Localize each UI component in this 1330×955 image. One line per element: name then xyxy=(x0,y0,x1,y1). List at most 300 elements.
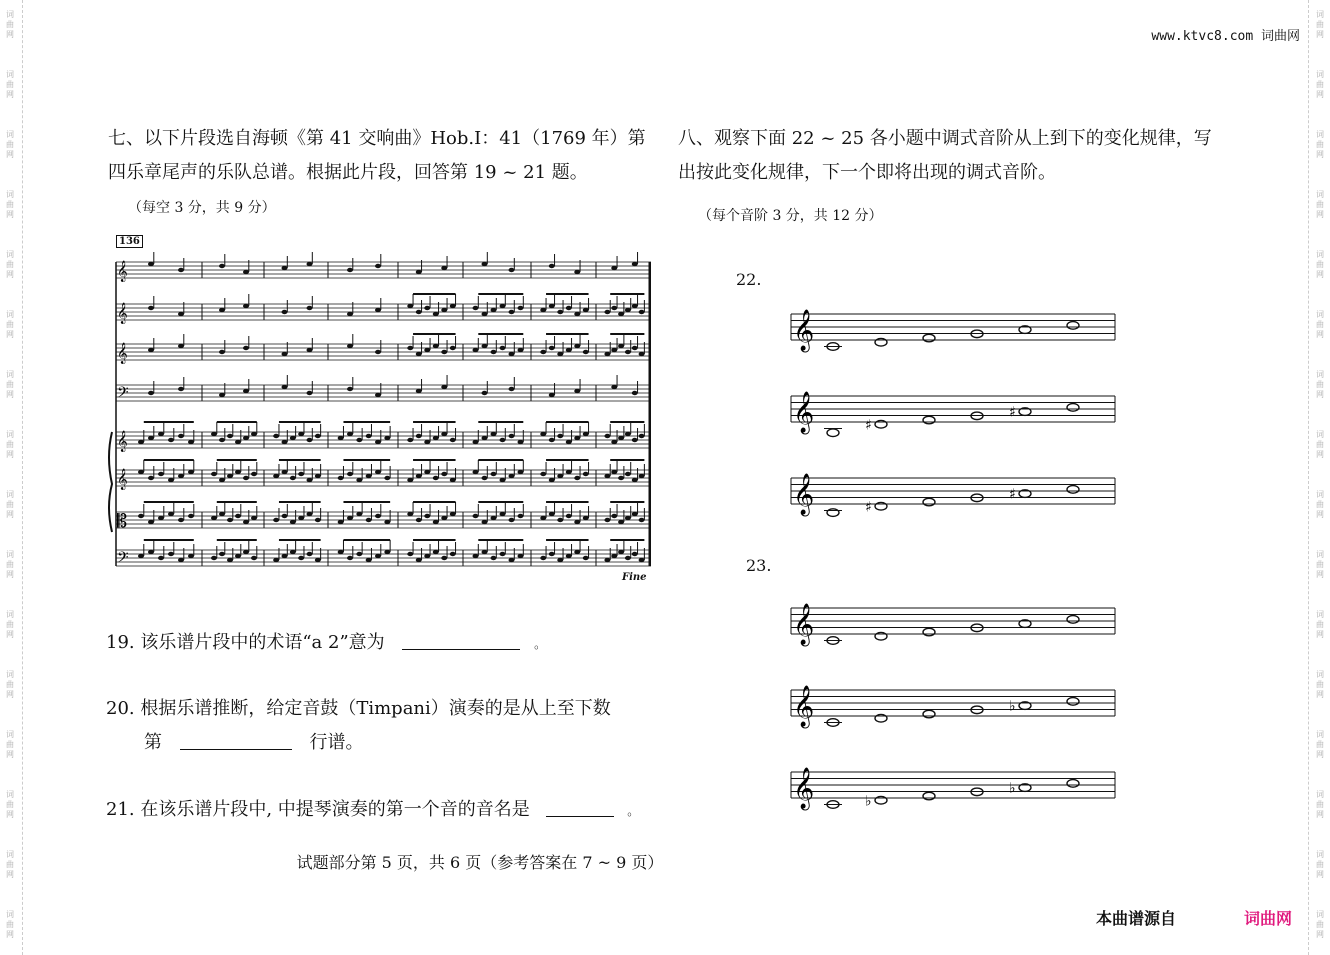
margin-mark: 词 曲 网 xyxy=(1316,250,1324,279)
clef-symbol: 𝄞 xyxy=(117,469,128,490)
note-head xyxy=(375,554,381,558)
note-head xyxy=(243,520,249,524)
note-head xyxy=(574,550,580,554)
note-head xyxy=(518,348,524,352)
note-head xyxy=(235,470,241,474)
note-head xyxy=(632,478,638,482)
note-head xyxy=(557,474,563,478)
question-21 xyxy=(106,793,639,828)
note-head xyxy=(482,312,488,316)
note-head xyxy=(384,436,390,440)
note-head xyxy=(500,304,506,308)
section8-line2: 出按此变化规律，下一个即将出现的调式音阶。 xyxy=(678,162,1056,183)
note-head xyxy=(227,434,233,438)
note-head xyxy=(243,436,249,440)
note-head xyxy=(639,518,645,522)
question-20-blank[interactable] xyxy=(180,731,292,750)
note-head xyxy=(243,476,249,480)
note-head xyxy=(540,350,546,354)
clef-symbol: 𝄢 xyxy=(117,384,129,405)
note-head xyxy=(566,440,572,444)
margin-mark: 词 曲 网 xyxy=(6,790,14,819)
margin-mark: 词 曲 网 xyxy=(1316,550,1324,579)
whole-note xyxy=(923,498,935,506)
note-head xyxy=(158,472,164,476)
note-head xyxy=(338,520,344,524)
note-head xyxy=(518,306,524,310)
margin-mark: 词 曲 网 xyxy=(6,310,14,339)
note-head xyxy=(307,306,313,310)
note-head xyxy=(158,556,164,560)
note-head xyxy=(356,512,362,516)
whole-note xyxy=(827,509,839,517)
note-head xyxy=(583,472,589,476)
measure-number: 136 xyxy=(116,235,143,248)
note-head xyxy=(347,472,353,476)
section7-line2: 四乐章尾声的乐队总谱。根据此片段，回答第 19 ~ 21 题。 xyxy=(108,162,588,183)
question-21-text: 21. 在该乐谱片段中, 中提琴演奏的第一个音的音名是 xyxy=(106,799,530,820)
note-head xyxy=(574,312,580,316)
note-head xyxy=(625,308,631,312)
note-head xyxy=(540,432,546,436)
note-head xyxy=(540,308,546,312)
clef-symbol: 𝄞 xyxy=(117,343,128,364)
question-19-blank[interactable] xyxy=(402,631,520,650)
note-head xyxy=(219,264,225,268)
margin-mark: 词 曲 网 xyxy=(6,610,14,639)
note-head xyxy=(574,436,580,440)
note-head xyxy=(618,550,624,554)
margin-mark: 词 曲 网 xyxy=(6,490,14,519)
whole-note xyxy=(1067,486,1079,494)
note-head xyxy=(356,552,362,556)
note-head xyxy=(211,556,217,560)
note-head xyxy=(549,512,555,516)
note-head xyxy=(441,350,447,354)
note-head xyxy=(583,432,589,436)
note-head xyxy=(433,550,439,554)
note-head xyxy=(557,558,563,562)
question-20-line1: 20. 根据乐谱推断，给定音鼓（Timpani）演奏的是从上至下数 xyxy=(106,698,611,719)
exercise-22-label: 22. xyxy=(736,270,762,289)
margin-mark: 词 曲 网 xyxy=(6,910,14,939)
note-head xyxy=(450,346,456,350)
note-head xyxy=(566,514,572,518)
note-head xyxy=(384,520,390,524)
question-19 xyxy=(106,626,546,661)
note-head xyxy=(298,516,304,520)
note-head xyxy=(450,438,456,442)
margin-mark: 词 曲 网 xyxy=(6,550,14,579)
note-head xyxy=(574,520,580,524)
note-head xyxy=(188,440,194,444)
note-head xyxy=(441,556,447,560)
note-head xyxy=(178,474,184,478)
note-head xyxy=(604,558,610,562)
note-head xyxy=(315,518,321,522)
note-head xyxy=(211,516,217,520)
whole-note xyxy=(1067,616,1079,624)
page-footer: 试题部分第 5 页，共 6 页（参考答案在 7 ~ 9 页） xyxy=(296,853,664,872)
note-head xyxy=(416,518,422,522)
note-head xyxy=(433,436,439,440)
note-head xyxy=(251,432,257,436)
note-head xyxy=(347,268,353,272)
note-head xyxy=(424,440,430,444)
note-head xyxy=(407,346,413,350)
note-head xyxy=(491,350,497,354)
note-head xyxy=(574,389,580,393)
note-head xyxy=(549,264,555,268)
note-head xyxy=(473,514,479,518)
note-head xyxy=(290,476,296,480)
margin-mark: 词 曲 网 xyxy=(1316,670,1324,699)
whole-note xyxy=(923,416,935,424)
note-head xyxy=(148,550,154,554)
note-head xyxy=(518,470,524,474)
note-head xyxy=(611,514,617,518)
note-head xyxy=(315,558,321,562)
clef-symbol: 𝄞 xyxy=(117,431,128,452)
note-head xyxy=(407,552,413,556)
note-head xyxy=(138,440,144,444)
note-head xyxy=(604,474,610,478)
note-head xyxy=(243,270,249,274)
note-head xyxy=(509,268,515,272)
note-head xyxy=(509,352,515,356)
note-head xyxy=(424,348,430,352)
note-head xyxy=(407,512,413,516)
note-head xyxy=(219,308,225,312)
note-head xyxy=(148,348,154,352)
margin-mark: 词 曲 网 xyxy=(1316,490,1324,519)
note-head xyxy=(611,470,617,474)
note-head xyxy=(625,472,631,476)
note-head xyxy=(491,308,497,312)
margin-mark: 词 曲 网 xyxy=(1316,70,1324,99)
note-head xyxy=(384,550,390,554)
note-head xyxy=(338,436,344,440)
note-head xyxy=(227,518,233,522)
note-head xyxy=(282,514,288,518)
note-head xyxy=(424,554,430,558)
note-head xyxy=(625,432,631,436)
note-head xyxy=(611,348,617,352)
accidental: ♭ xyxy=(1009,780,1016,797)
section7-note: （每空 3 分，共 9 分） xyxy=(128,200,276,216)
treble-clef: 𝄞 xyxy=(793,768,815,809)
note-head xyxy=(138,470,144,474)
source-site: 词曲网 xyxy=(1244,909,1293,928)
note-head xyxy=(407,304,413,308)
question-20-pre: 第 xyxy=(144,732,162,753)
note-head xyxy=(416,389,422,393)
note-head xyxy=(574,344,580,348)
note-head xyxy=(433,344,439,348)
clef-symbol: 𝄢 xyxy=(117,549,129,570)
note-head xyxy=(298,472,304,476)
note-head xyxy=(290,436,296,440)
note-head xyxy=(384,476,390,480)
note-head xyxy=(491,472,497,476)
note-head xyxy=(441,266,447,270)
margin-mark: 词 曲 网 xyxy=(1316,10,1324,39)
note-head xyxy=(282,310,288,314)
note-head xyxy=(375,514,381,518)
note-head xyxy=(583,308,589,312)
note-head xyxy=(188,514,194,518)
note-head xyxy=(441,385,447,389)
note-head xyxy=(148,476,154,480)
note-head xyxy=(219,350,225,354)
note-head xyxy=(168,552,174,556)
accidental: ♭ xyxy=(1009,698,1016,715)
note-head xyxy=(500,438,506,442)
note-head xyxy=(604,310,610,314)
note-head xyxy=(168,438,174,442)
note-head xyxy=(416,474,422,478)
note-head xyxy=(347,556,353,560)
question-21-blank[interactable] xyxy=(546,798,614,817)
note-head xyxy=(178,518,184,522)
note-head xyxy=(416,434,422,438)
margin-mark: 词 曲 网 xyxy=(6,10,14,39)
note-head xyxy=(518,514,524,518)
note-head xyxy=(251,556,257,560)
note-head xyxy=(251,516,257,520)
note-head xyxy=(549,393,555,397)
margin-mark: 词 曲 网 xyxy=(1316,730,1324,759)
note-head xyxy=(282,352,288,356)
note-head xyxy=(482,476,488,480)
note-head xyxy=(290,550,296,554)
note-head xyxy=(158,432,164,436)
margin-mark: 词 曲 网 xyxy=(1316,370,1324,399)
note-head xyxy=(433,476,439,480)
note-head xyxy=(219,478,225,482)
note-head xyxy=(433,312,439,316)
note-head xyxy=(375,393,381,397)
note-head xyxy=(618,476,624,480)
accidental: ♯ xyxy=(865,499,872,516)
note-head xyxy=(158,516,164,520)
note-head xyxy=(307,391,313,395)
note-head xyxy=(473,348,479,352)
question-20-post: 行谱。 xyxy=(309,732,364,753)
fine-mark: Fine xyxy=(622,572,647,583)
note-head xyxy=(491,516,497,520)
note-head xyxy=(549,552,555,556)
accidental: ♭ xyxy=(865,793,872,810)
whole-note xyxy=(923,334,935,342)
note-head xyxy=(148,306,154,310)
note-head xyxy=(625,516,631,520)
note-head xyxy=(611,554,617,558)
note-head xyxy=(450,304,456,308)
note-head xyxy=(178,558,184,562)
note-head xyxy=(243,346,249,350)
note-head xyxy=(632,346,638,350)
note-head xyxy=(441,432,447,436)
score-staves xyxy=(106,232,651,587)
note-head xyxy=(618,344,624,348)
margin-mark: 词 曲 网 xyxy=(1316,430,1324,459)
note-head xyxy=(500,552,506,556)
note-head xyxy=(639,558,645,562)
note-head xyxy=(416,270,422,274)
note-head xyxy=(347,344,353,348)
note-head xyxy=(251,472,257,476)
note-head xyxy=(375,470,381,474)
note-head xyxy=(219,512,225,516)
string-brace xyxy=(109,432,112,532)
note-head xyxy=(424,470,430,474)
right-margin-line xyxy=(1308,0,1309,955)
note-head xyxy=(473,470,479,474)
note-head xyxy=(356,478,362,482)
section7-line1: 七、以下片段选自海顿《第 41 交响曲》Hob.Ⅰ：41（1769 年）第 xyxy=(108,128,646,149)
note-head xyxy=(639,352,645,356)
note-head xyxy=(639,434,645,438)
note-head xyxy=(450,478,456,482)
note-head xyxy=(148,391,154,395)
note-head xyxy=(138,514,144,518)
note-head xyxy=(549,304,555,308)
note-head xyxy=(347,387,353,391)
margin-mark: 词 曲 网 xyxy=(1316,190,1324,219)
note-head xyxy=(424,306,430,310)
note-head xyxy=(178,344,184,348)
note-head xyxy=(632,262,638,266)
note-head xyxy=(178,268,184,272)
note-head xyxy=(509,518,515,522)
note-head xyxy=(307,262,313,266)
whole-note xyxy=(827,429,839,437)
note-head xyxy=(315,434,321,438)
note-head xyxy=(375,440,381,444)
note-head xyxy=(566,554,572,558)
note-head xyxy=(632,304,638,308)
exercise-23-label: 23. xyxy=(746,556,772,575)
note-head xyxy=(583,516,589,520)
note-head xyxy=(611,385,617,389)
note-head xyxy=(307,348,313,352)
note-head xyxy=(632,391,638,395)
note-head xyxy=(482,344,488,348)
note-head xyxy=(574,476,580,480)
note-head xyxy=(298,432,304,436)
note-head xyxy=(219,438,225,442)
note-head xyxy=(178,387,184,391)
note-head xyxy=(188,470,194,474)
note-head xyxy=(273,434,279,438)
treble-clef: 𝄞 xyxy=(793,474,815,515)
note-head xyxy=(235,514,241,518)
note-head xyxy=(473,306,479,310)
question-19-end: 。 xyxy=(534,637,547,651)
margin-mark: 词 曲 网 xyxy=(6,730,14,759)
note-head xyxy=(557,310,563,314)
note-head xyxy=(500,478,506,482)
question-20-line2 xyxy=(144,726,363,760)
note-head xyxy=(441,472,447,476)
note-head xyxy=(338,550,344,554)
whole-note xyxy=(1067,404,1079,412)
note-head xyxy=(315,474,321,478)
section8-line1: 八、观察下面 22 ~ 25 各小题中调式音阶从上到下的变化规律，写 xyxy=(678,128,1212,149)
note-head xyxy=(168,478,174,482)
note-head xyxy=(211,472,217,476)
note-head xyxy=(540,472,546,476)
note-head xyxy=(307,552,313,556)
note-head xyxy=(290,520,296,524)
note-head xyxy=(307,478,313,482)
note-head xyxy=(219,393,225,397)
note-head xyxy=(639,474,645,478)
margin-mark: 词 曲 网 xyxy=(1316,910,1324,939)
note-head xyxy=(618,436,624,440)
note-head xyxy=(509,474,515,478)
note-head xyxy=(557,352,563,356)
margin-mark: 词 曲 网 xyxy=(6,190,14,219)
note-head xyxy=(366,558,372,562)
note-head xyxy=(178,434,184,438)
treble-clef: 𝄞 xyxy=(793,392,815,433)
treble-clef: 𝄞 xyxy=(793,604,815,645)
note-head xyxy=(549,346,555,350)
whole-note xyxy=(1067,698,1079,706)
note-head xyxy=(227,474,233,478)
margin-mark: 词 曲 网 xyxy=(6,370,14,399)
margin-mark: 词 曲 网 xyxy=(1316,850,1324,879)
note-head xyxy=(366,474,372,478)
note-head xyxy=(227,558,233,562)
note-head xyxy=(618,312,624,316)
margin-mark: 词 曲 网 xyxy=(6,130,14,159)
note-head xyxy=(211,432,217,436)
left-margin-marks xyxy=(3,0,17,955)
margin-mark: 词 曲 网 xyxy=(6,70,14,99)
margin-mark: 词 曲 网 xyxy=(6,850,14,879)
note-head xyxy=(509,387,515,391)
margin-mark: 词 曲 网 xyxy=(1316,790,1324,819)
note-head xyxy=(282,440,288,444)
scale-staves xyxy=(785,292,1125,832)
note-head xyxy=(540,556,546,560)
note-head xyxy=(540,516,546,520)
note-head xyxy=(366,518,372,522)
note-head xyxy=(509,558,515,562)
note-head xyxy=(574,270,580,274)
note-head xyxy=(282,266,288,270)
clef-symbol: 𝄞 xyxy=(117,261,128,282)
note-head xyxy=(618,520,624,524)
note-head xyxy=(549,478,555,482)
note-head xyxy=(148,436,154,440)
note-head xyxy=(450,552,456,556)
note-head xyxy=(482,391,488,395)
section8-note: （每个音阶 3 分，共 12 分） xyxy=(698,208,883,224)
note-head xyxy=(338,476,344,480)
note-head xyxy=(138,554,144,558)
left-margin-line xyxy=(22,0,23,955)
note-head xyxy=(566,306,572,310)
whole-note xyxy=(1067,322,1079,330)
note-head xyxy=(243,304,249,308)
note-head xyxy=(632,512,638,516)
treble-clef: 𝄞 xyxy=(793,310,815,351)
note-head xyxy=(604,434,610,438)
